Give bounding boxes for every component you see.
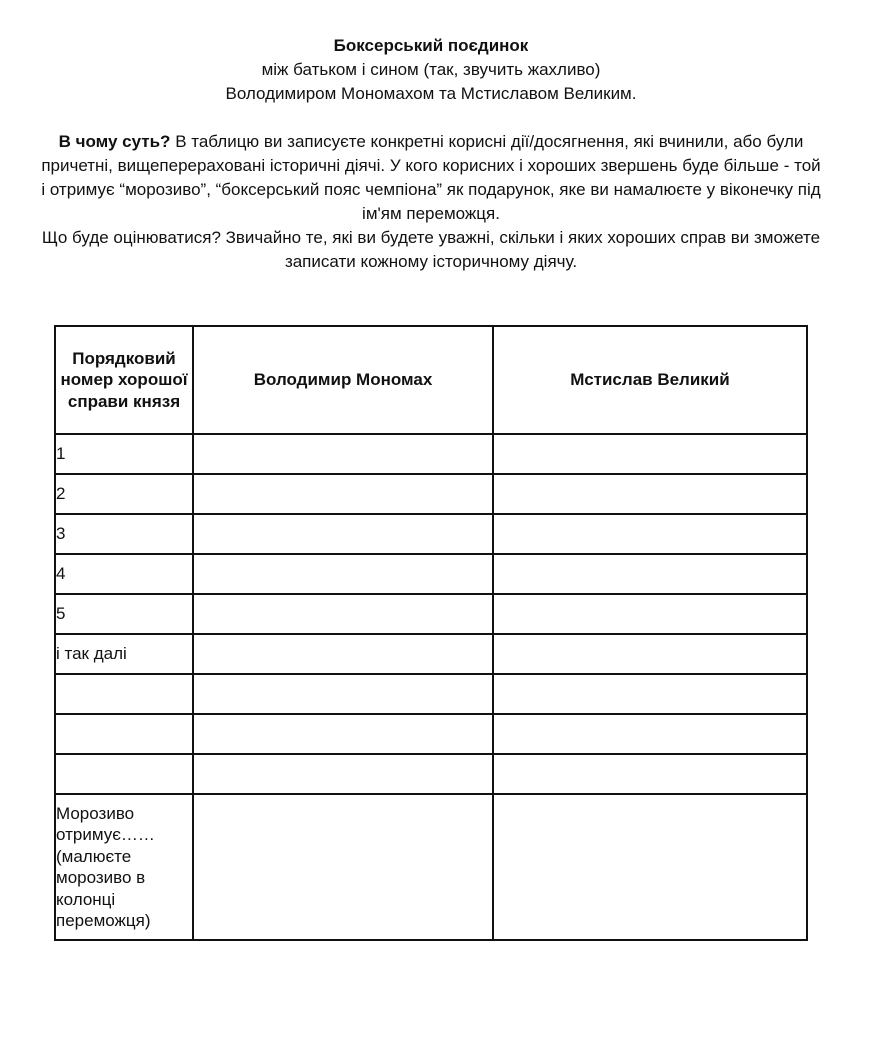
header-number: Порядковий номер хорошої справи князя (55, 326, 193, 434)
instructions-paragraph (40, 130, 822, 226)
cell-monomakh[interactable] (193, 714, 493, 754)
table-row (55, 754, 807, 794)
cell-monomakh[interactable] (193, 674, 493, 714)
row-number (55, 714, 193, 754)
header-mstyslav-velykyi: Мстислав Великий (493, 326, 807, 434)
cell-mstyslav[interactable] (493, 474, 807, 514)
table-row (55, 554, 807, 594)
table-row (55, 674, 807, 714)
cell-mstyslav[interactable] (493, 754, 807, 794)
row-number: 5 (55, 594, 193, 634)
table-row (55, 514, 807, 554)
row-number: 1 (55, 434, 193, 474)
document-title: Боксерський поєдинок (333, 36, 529, 55)
assessment-text: Що буде оцінюватися? Звичайно те, які ви будете уважні, скільки і яких хороших справ ви зможете записати кожному історичному діячу. (41, 228, 821, 271)
row-number (55, 674, 193, 714)
subtitle-line-2: Володимиром Мономахом та Мстиславом Великим. (225, 84, 637, 103)
row-number (55, 754, 193, 794)
instructions-block (40, 130, 822, 274)
cell-mstyslav[interactable] (493, 514, 807, 554)
cell-mstyslav[interactable] (493, 714, 807, 754)
cell-monomakh[interactable] (193, 594, 493, 634)
row-number: і так далі (55, 634, 193, 674)
document-header (0, 34, 862, 106)
cell-mstyslav[interactable] (493, 554, 807, 594)
instructions-lead: В чому суть? (58, 132, 171, 151)
ice-cream-row (55, 794, 807, 940)
ice-cream-cell-mstyslav[interactable] (493, 794, 807, 940)
cell-mstyslav[interactable] (493, 594, 807, 634)
instructions-text: В таблицю ви записуєте конкретні корисні дії/досягнення, які вчинили, або були причетні, вищеперераховані історичні діячі. У кого корисних і хороших звершень буде більше - той і отримує “морозиво”, “боксерський пояс чемпіона” як подарунок, яке ви намалюєте у віконечку під ім'ям переможця. (41, 132, 821, 223)
cell-mstyslav[interactable] (493, 434, 807, 474)
cell-monomakh[interactable] (193, 474, 493, 514)
header-volodymyr-monomakh: Володимир Мономах (193, 326, 493, 434)
cell-monomakh[interactable] (193, 554, 493, 594)
subtitle-line-1: між батьком і сином (так, звучить жахливо) (261, 60, 601, 79)
table-header-row (55, 326, 807, 434)
row-number: 3 (55, 514, 193, 554)
cell-monomakh[interactable] (193, 434, 493, 474)
row-number: 2 (55, 474, 193, 514)
table-row (55, 714, 807, 754)
table-row (55, 474, 807, 514)
comparison-table (54, 325, 808, 941)
table-row (55, 594, 807, 634)
cell-monomakh[interactable] (193, 754, 493, 794)
row-number: 4 (55, 554, 193, 594)
cell-mstyslav[interactable] (493, 674, 807, 714)
ice-cream-label: Морозиво отримує…… (малюєте морозиво в колонці переможця) (55, 794, 193, 940)
cell-monomakh[interactable] (193, 514, 493, 554)
cell-monomakh[interactable] (193, 634, 493, 674)
table-row (55, 634, 807, 674)
ice-cream-cell-monomakh[interactable] (193, 794, 493, 940)
cell-mstyslav[interactable] (493, 634, 807, 674)
table-row (55, 434, 807, 474)
